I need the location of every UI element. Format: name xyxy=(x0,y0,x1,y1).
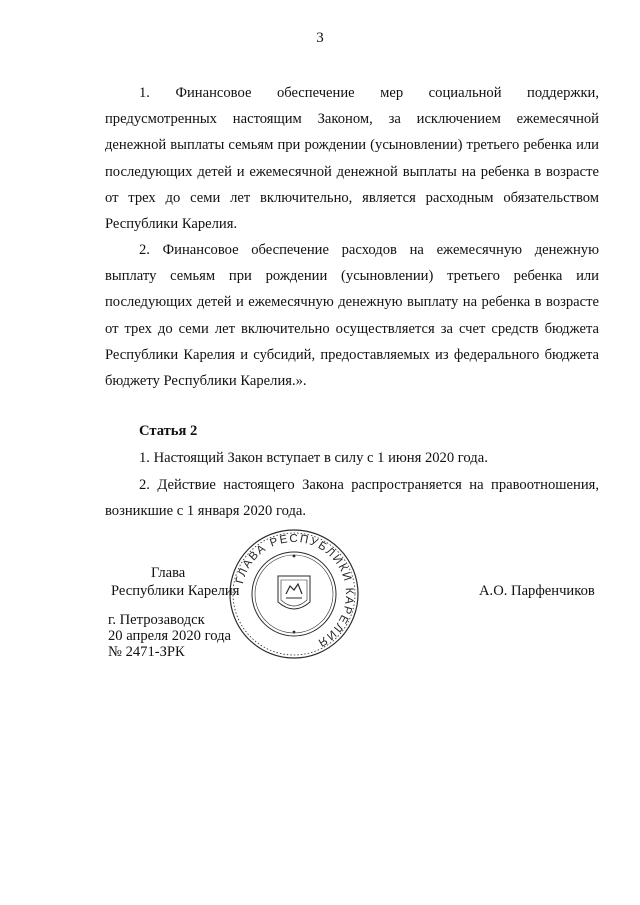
paragraph-3-text: 1. Настоящий Закон вступает в силу с 1 июня 2020 года. xyxy=(139,450,488,466)
signatory-name: А.О. Парфенчиков xyxy=(479,583,595,599)
signature-position-line2: Республики Карелия xyxy=(111,583,240,599)
paragraph-1 xyxy=(105,80,599,237)
paragraph-1-text: 1. Финансовое обеспечение мер социальной поддержки, предусмотренных настоящим Законом, за исключением ежемесячной денежной выплаты семьям при рождении (усыновлении) третьего ребенка или последующих детей и ежемесячной денежной выплаты на ребенка в возрасте от трех до семи лет включительно, является расходным обязательством Республики Карелия. xyxy=(105,85,599,233)
article-heading: Статья 2 xyxy=(139,423,198,439)
seal-text: ГЛАВА РЕСПУБЛИКИ КАРЕЛИЯ xyxy=(234,532,356,650)
paragraph-4 xyxy=(105,472,599,524)
paragraph-3 xyxy=(105,445,599,471)
paragraph-4-text: 2. Действие настоящего Закона распространяется на правоотношения, возникшие с 1 января 2020 года. xyxy=(105,477,599,520)
signature-city: г. Петрозаводск xyxy=(108,612,205,628)
page-number: 3 xyxy=(316,30,324,46)
law-number: № 2471-ЗРК xyxy=(108,644,185,660)
paragraph-2-text: 2. Финансовое обеспечение расходов на ежемесячную денежную выплату семьям при рождении (усыновлении) третьего ребенка или последующих детей и ежемесячную денежную выплату на ребенка в возрасте от трех до семи лет включительно осуществляется за счет средств бюджета Республики Карелия и субсидий, предоставляемых из федерального бюджета бюджету Республики Карелия.». xyxy=(105,242,599,390)
official-seal-icon xyxy=(228,528,360,660)
signature-date: 20 апреля 2020 года xyxy=(108,628,231,644)
paragraph-2 xyxy=(105,237,599,394)
signature-position-line1: Глава xyxy=(151,565,186,581)
